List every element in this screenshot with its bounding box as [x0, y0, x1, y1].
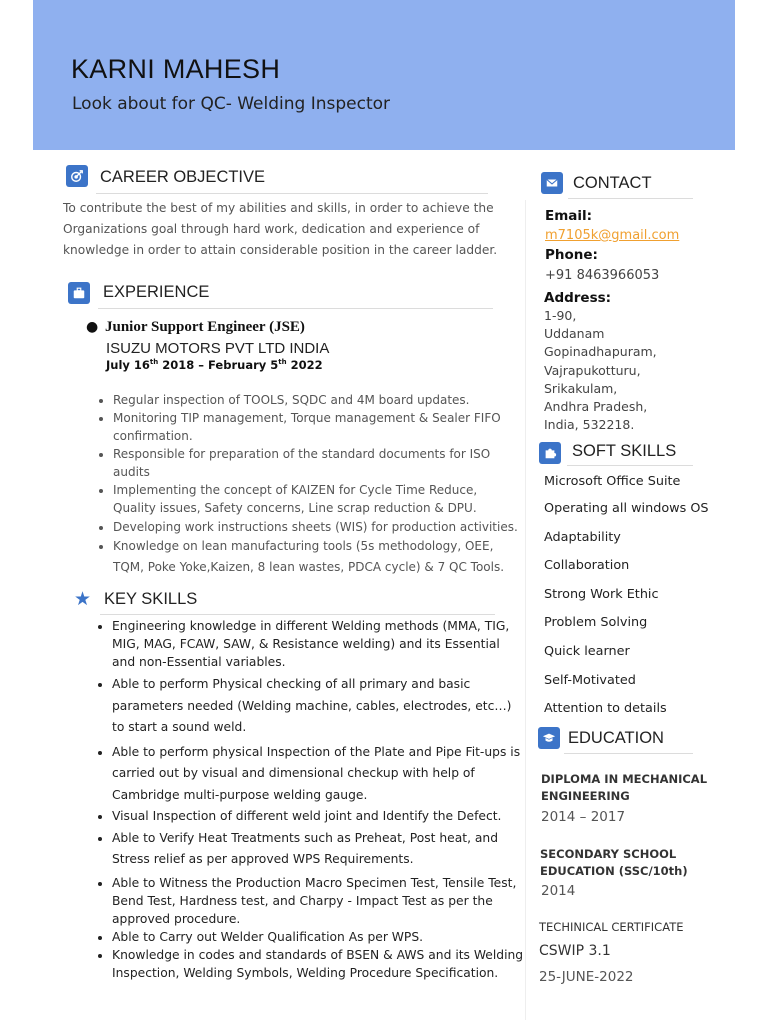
- list-item: • Knowledge on lean manufacturing tools (5s methodology, OEE, TQM, Poke Yoke,Kaizen, 8 lean wastes, PDCA cycle) & 7 QC Tools.: [113, 536, 523, 578]
- list-item: • Able to Carry out Welder Qualification As per WPS.: [112, 928, 524, 946]
- experience-list: [96, 391, 523, 578]
- star-icon: ★: [74, 588, 92, 610]
- email-link[interactable]: m7105k@gmail.com: [545, 228, 680, 243]
- list-item: Problem Solving: [544, 615, 648, 630]
- list-item: • Able to Verify Heat Treatments such as Preheat, Post heat, and Stress relief as per approved WPS Requirements.: [112, 828, 524, 871]
- key-skills-title: KEY SKILLS: [104, 590, 198, 608]
- section-divider: [96, 193, 488, 194]
- employment-dates: July 16th 2018 – February 5th 2022: [106, 358, 323, 372]
- list-item: • Able to perform Physical checking of all primary and basic parameters needed (Welding machine, cables, electrodes, etc…) to start a sound weld.: [112, 674, 524, 739]
- company-name: ISUZU MOTORS PVT LTD INDIA: [106, 340, 330, 357]
- phone-value: +91 8463966053: [545, 268, 660, 283]
- phone-label: Phone:: [545, 247, 598, 263]
- career-objective-text: [63, 198, 503, 261]
- graduation-cap-icon: [538, 727, 560, 749]
- target-icon: [66, 165, 88, 187]
- column-divider: [525, 200, 526, 1020]
- list-item: • Monitoring TIP management, Torque management & Sealer FIFO confirmation.: [113, 409, 523, 445]
- address-label: Address:: [544, 290, 612, 306]
- list-item: • Knowledge in codes and standards of BSEN & AWS and its Welding Inspection, Welding Symbols, Welding Procedure Specification.: [112, 946, 524, 982]
- career-line: Organizations goal through hard work, dedication and experience of: [63, 222, 480, 236]
- list-item: Strong Work Ethic: [544, 587, 659, 602]
- experience-title: EXPERIENCE: [103, 283, 210, 301]
- career-line: To contribute the best of my abilities and skills, in order to achieve the: [63, 201, 494, 215]
- list-item: Operating all windows OS: [544, 501, 709, 516]
- education-degree: DIPLOMA IN MECHANICAL ENGINEERING: [541, 772, 708, 803]
- job-bullet: ●: [86, 319, 99, 335]
- puzzle-icon: [539, 442, 561, 464]
- list-item: • Engineering knowledge in different Welding methods (MMA, TIG, MIG, MAG, FCAW, SAW, & Resistance welding) and its Essential and non-Essential variables.: [112, 617, 524, 671]
- envelope-icon: [541, 172, 563, 194]
- section-divider: [564, 753, 693, 754]
- list-item: Collaboration: [544, 558, 630, 573]
- email-label: Email:: [545, 208, 593, 224]
- career-objective-title: CAREER OBJECTIVE: [100, 168, 266, 186]
- education-degree: SECONDARY SCHOOL EDUCATION (SSC/10th): [540, 847, 688, 878]
- list-item: • Able to perform physical Inspection of the Plate and Pipe Fit-ups is carried out by visual and dimensional checkup with help of Cambridge multi-purpose welding gauge.: [112, 742, 524, 807]
- list-item: • Implementing the concept of KAIZEN for Cycle Time Reduce, Quality issues, Safety concerns, Line scrap reduction & DPU.: [113, 481, 523, 517]
- contact-title: CONTACT: [573, 174, 652, 192]
- list-item: Adaptability: [544, 530, 621, 545]
- list-item: Quick learner: [544, 644, 630, 659]
- section-divider: [567, 465, 693, 466]
- soft-skills-title: SOFT SKILLS: [572, 442, 677, 460]
- list-item: Attention to details: [544, 701, 667, 716]
- section-divider: [98, 308, 493, 309]
- certificate-date: 25-JUNE-2022: [539, 969, 634, 985]
- career-line: knowledge in order to attain considerable position in the career ladder.: [63, 243, 498, 257]
- briefcase-icon: [68, 282, 90, 304]
- list-item: • Visual Inspection of different weld joint and Identify the Defect.: [112, 806, 524, 828]
- list-item: • Able to Witness the Production Macro Specimen Test, Tensile Test, Bend Test, Hardness test, and Charpy - Impact Test as per the approved procedure.: [112, 874, 524, 928]
- list-item: • Regular inspection of TOOLS, SQDC and 4M board updates.: [113, 391, 523, 409]
- name-heading: KARNI MAHESH: [71, 54, 281, 84]
- list-item: • Developing work instructions sheets (WIS) for production activities.: [113, 518, 523, 536]
- section-divider: [100, 614, 495, 615]
- section-divider: [568, 198, 693, 199]
- list-item: Microsoft Office Suite: [544, 474, 681, 489]
- education-title: EDUCATION: [568, 729, 664, 747]
- education-years: 2014: [541, 883, 576, 899]
- key-skills-list: [93, 617, 524, 982]
- job-title: Junior Support Engineer (JSE): [105, 319, 305, 335]
- certificate-label: TECHINICAL CERTIFICATE: [539, 920, 684, 934]
- address-value: 1-90, Uddanam Gopinadhapuram, Vajrapukotturu, Srikakulam, Andhra Pradesh, India, 532218.: [544, 308, 657, 433]
- subtitle: Look about for QC- Welding Inspector: [72, 94, 391, 114]
- list-item: Self-Motivated: [544, 673, 636, 688]
- list-item: • Responsible for preparation of the standard documents for ISO audits: [113, 445, 523, 481]
- education-years: 2014 – 2017: [541, 809, 626, 825]
- certificate-name: CSWIP 3.1: [539, 943, 611, 959]
